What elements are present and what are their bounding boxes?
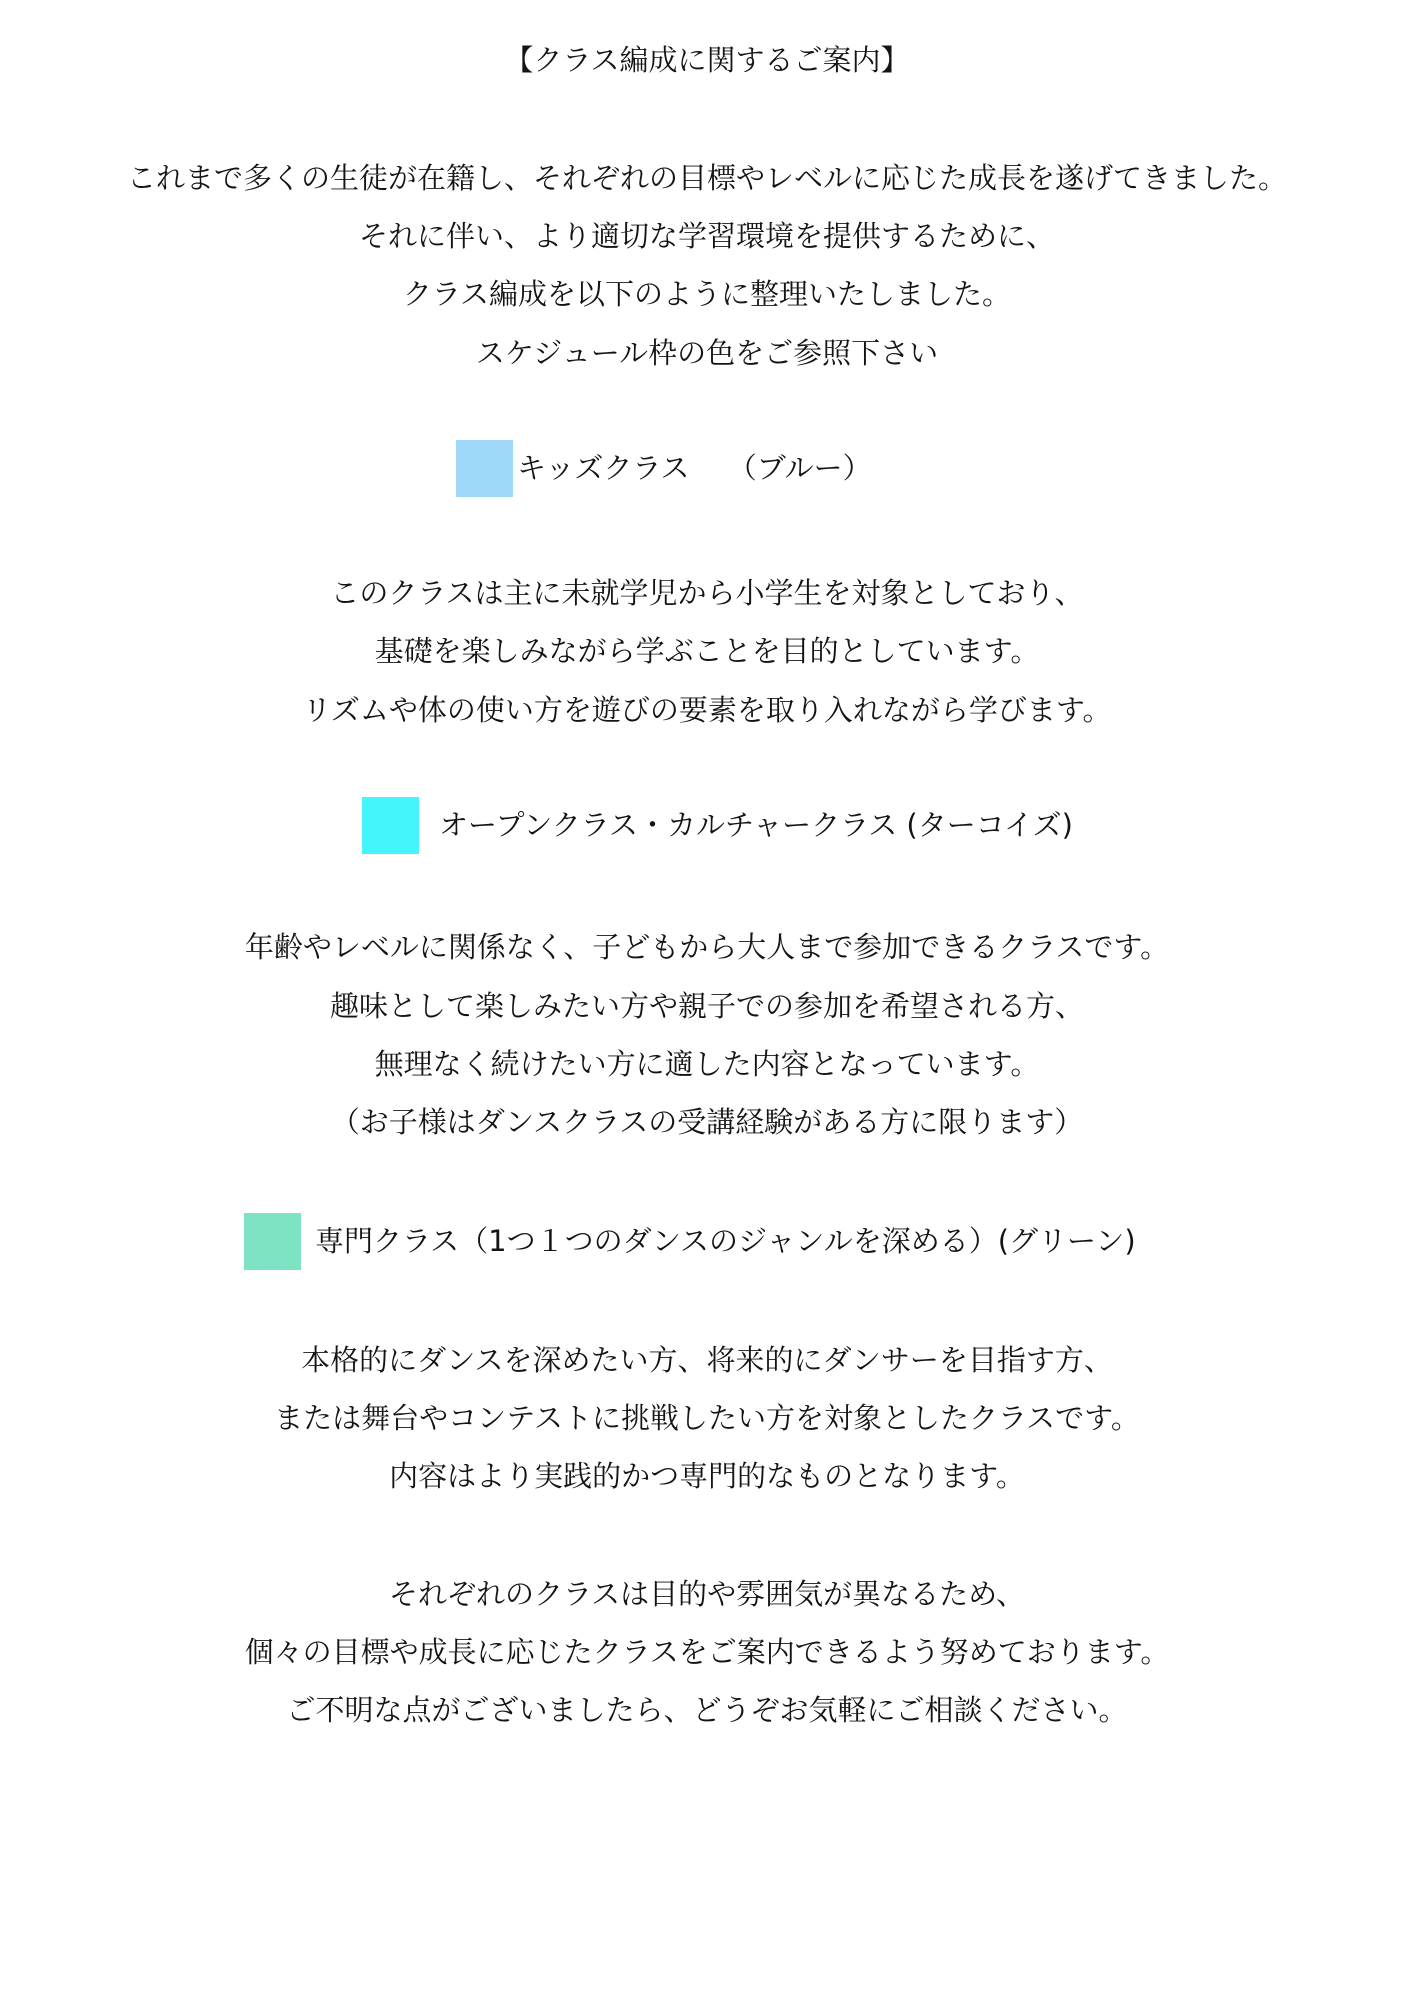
intro-line: スケジュール枠の色をご参照下さい — [475, 336, 939, 370]
open-class-description-line: 年齢やレベルに関係なく、子どもから大人まで参加できるクラスです。 — [244, 930, 1170, 964]
open-class-description-line: 無理なく続けたい方に適した内容となっています。 — [374, 1047, 1040, 1081]
intro-line: クラス編成を以下のように整理いたしました。 — [402, 277, 1012, 311]
specialist-class-description-line: 本格的にダンスを深めたい方、将来的にダンサーを目指す方、 — [301, 1343, 1113, 1377]
specialist-class-heading — [244, 1212, 1136, 1270]
closing-line: それぞれのクラスは目的や雰囲気が異なるため、 — [389, 1577, 1025, 1611]
blue-color-swatch — [456, 440, 513, 497]
intro-line: それに伴い、より適切な学習環境を提供するために、 — [358, 219, 1055, 253]
open-class-title: オープンクラス・カルチャークラス (ターコイズ) — [439, 808, 1073, 842]
specialist-class-description-line: または舞台やコンテストに挑戦したい方を対象としたクラスです。 — [274, 1401, 1140, 1435]
turquoise-color-swatch — [362, 797, 419, 854]
specialist-class-title: 専門クラス（1つ１つのダンスのジャンルを深める）(グリーン) — [315, 1224, 1136, 1258]
closing-line: ご不明な点がございましたら、どうぞお気軽にご相談ください。 — [286, 1693, 1128, 1727]
intro-line: これまで多くの生徒が在籍し、それぞれの目標やレベルに応じた成長を遂げてきました。 — [126, 161, 1287, 195]
kids-class-heading — [456, 439, 872, 497]
page-title: 【クラス編成に関するご案内】 — [504, 43, 910, 77]
open-class-heading — [362, 796, 1073, 854]
specialist-class-description-line: 内容はより実践的かつ専門的なものとなります。 — [389, 1459, 1025, 1493]
kids-class-description-line: 基礎を楽しみながら学ぶことを目的としています。 — [374, 634, 1040, 668]
kids-class-description-line: このクラスは主に未就学児から小学生を対象としており、 — [330, 576, 1084, 610]
green-color-swatch — [244, 1213, 301, 1270]
kids-class-description-line: リズムや体の使い方を遊びの要素を取り入れながら学びます。 — [302, 693, 1112, 727]
kids-class-title: キッズクラス （ブルー） — [517, 451, 872, 485]
closing-line: 個々の目標や成長に応じたクラスをご案内できるよう努めております。 — [244, 1635, 1170, 1669]
open-class-description-line: 趣味として楽しみたい方や親子での参加を希望される方、 — [329, 989, 1084, 1023]
open-class-description-line: （お子様はダンスクラスの受講経験がある方に限ります） — [330, 1105, 1084, 1139]
